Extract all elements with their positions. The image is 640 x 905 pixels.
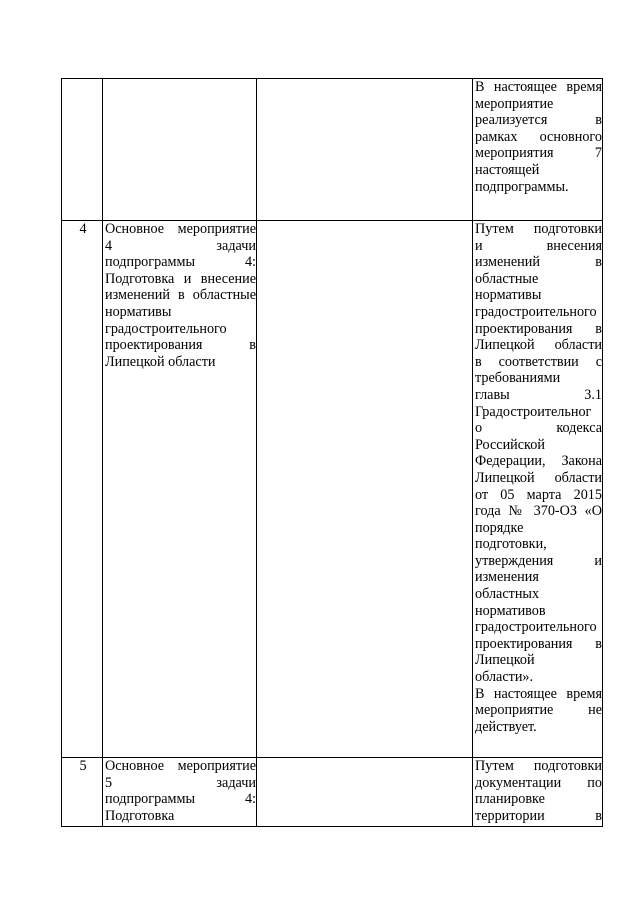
- text-line: Подготовка и внесение: [105, 270, 256, 287]
- empty-cell: [257, 221, 473, 758]
- text-line: Федерации, Закона: [475, 453, 602, 470]
- result-cell: [473, 79, 603, 221]
- text-line: требованиями: [475, 370, 561, 387]
- text-line: градостроительного: [105, 320, 227, 337]
- text-line: 5 задачи: [105, 774, 256, 791]
- table-row: [62, 79, 603, 221]
- text-line: изменений в областные: [105, 287, 256, 304]
- text-line: изменения: [475, 569, 539, 586]
- text-line: градостроительного: [475, 619, 597, 636]
- text-line: Подготовка: [105, 807, 175, 824]
- result-cell: [473, 221, 603, 758]
- text-line: проектирования в: [105, 337, 256, 354]
- table-row: [62, 221, 603, 758]
- text-line: областные: [475, 270, 539, 287]
- text-line: Основное мероприятие: [105, 758, 256, 774]
- empty-cell: [257, 758, 473, 827]
- text-line: Градостроительног: [475, 403, 592, 420]
- result-cell: [473, 758, 603, 827]
- text-line: изменений в: [475, 254, 602, 271]
- row-number-cell: [62, 79, 103, 221]
- row-number-cell: 4: [62, 221, 103, 758]
- text-line: нормативы: [475, 287, 542, 304]
- text-line: В настоящее время: [475, 685, 602, 702]
- measures-table: [61, 78, 603, 827]
- text-line: планировке: [475, 791, 545, 808]
- event-name-cell: [103, 758, 257, 827]
- text-line: подпрограммы.: [475, 178, 569, 195]
- text-line: года № 370-ОЗ «О: [475, 503, 602, 520]
- text-line: нормативов: [475, 602, 546, 619]
- text-line: Путем подготовки: [475, 221, 602, 237]
- text-line: Российской: [475, 436, 545, 453]
- text-line: действует.: [475, 718, 537, 735]
- text-line: Липецкой области: [475, 337, 602, 354]
- empty-cell: [257, 79, 473, 221]
- text-line: мероприятие: [475, 95, 554, 112]
- text-line: в соответствии с: [475, 353, 602, 370]
- text-line: утверждения и: [475, 552, 602, 569]
- text-line: областных: [475, 586, 540, 603]
- text-line: Основное мероприятие: [105, 221, 256, 237]
- text-line: подготовки,: [475, 536, 547, 553]
- text-line: 4 задачи: [105, 237, 256, 254]
- text-line: градостроительного: [475, 303, 597, 320]
- text-line: нормативы: [105, 303, 172, 320]
- event-name-cell: [103, 221, 257, 758]
- text-line: реализуется в: [475, 112, 602, 129]
- text-line: области».: [475, 669, 534, 686]
- text-line: Путем подготовки: [475, 758, 602, 774]
- text-line: главы 3.1: [475, 386, 602, 403]
- text-line: Липецкой: [475, 652, 535, 669]
- text-line: подпрограммы 4:: [105, 791, 256, 808]
- text-line: проектирования в: [475, 320, 602, 337]
- text-line: мероприятия 7: [475, 145, 602, 162]
- text-line: территории в: [475, 807, 602, 824]
- row-number-cell: 5: [62, 758, 103, 827]
- text-line: подпрограммы 4:: [105, 254, 256, 271]
- text-line: Липецкой области: [475, 469, 602, 486]
- text-line: документации по: [475, 774, 602, 791]
- text-line: рамках основного: [475, 128, 602, 145]
- text-line: и внесения: [475, 237, 602, 254]
- text-line: мероприятие не: [475, 702, 602, 719]
- text-line: проектирования в: [475, 635, 602, 652]
- table-row: [62, 758, 603, 827]
- text-line: Липецкой области: [105, 353, 216, 370]
- event-name-cell: [103, 79, 257, 221]
- text-line: о кодекса: [475, 420, 602, 437]
- text-line: В настоящее время: [475, 79, 602, 95]
- text-line: порядке: [475, 519, 524, 536]
- text-line: от 05 марта 2015: [475, 486, 602, 503]
- text-line: настоящей: [475, 161, 540, 178]
